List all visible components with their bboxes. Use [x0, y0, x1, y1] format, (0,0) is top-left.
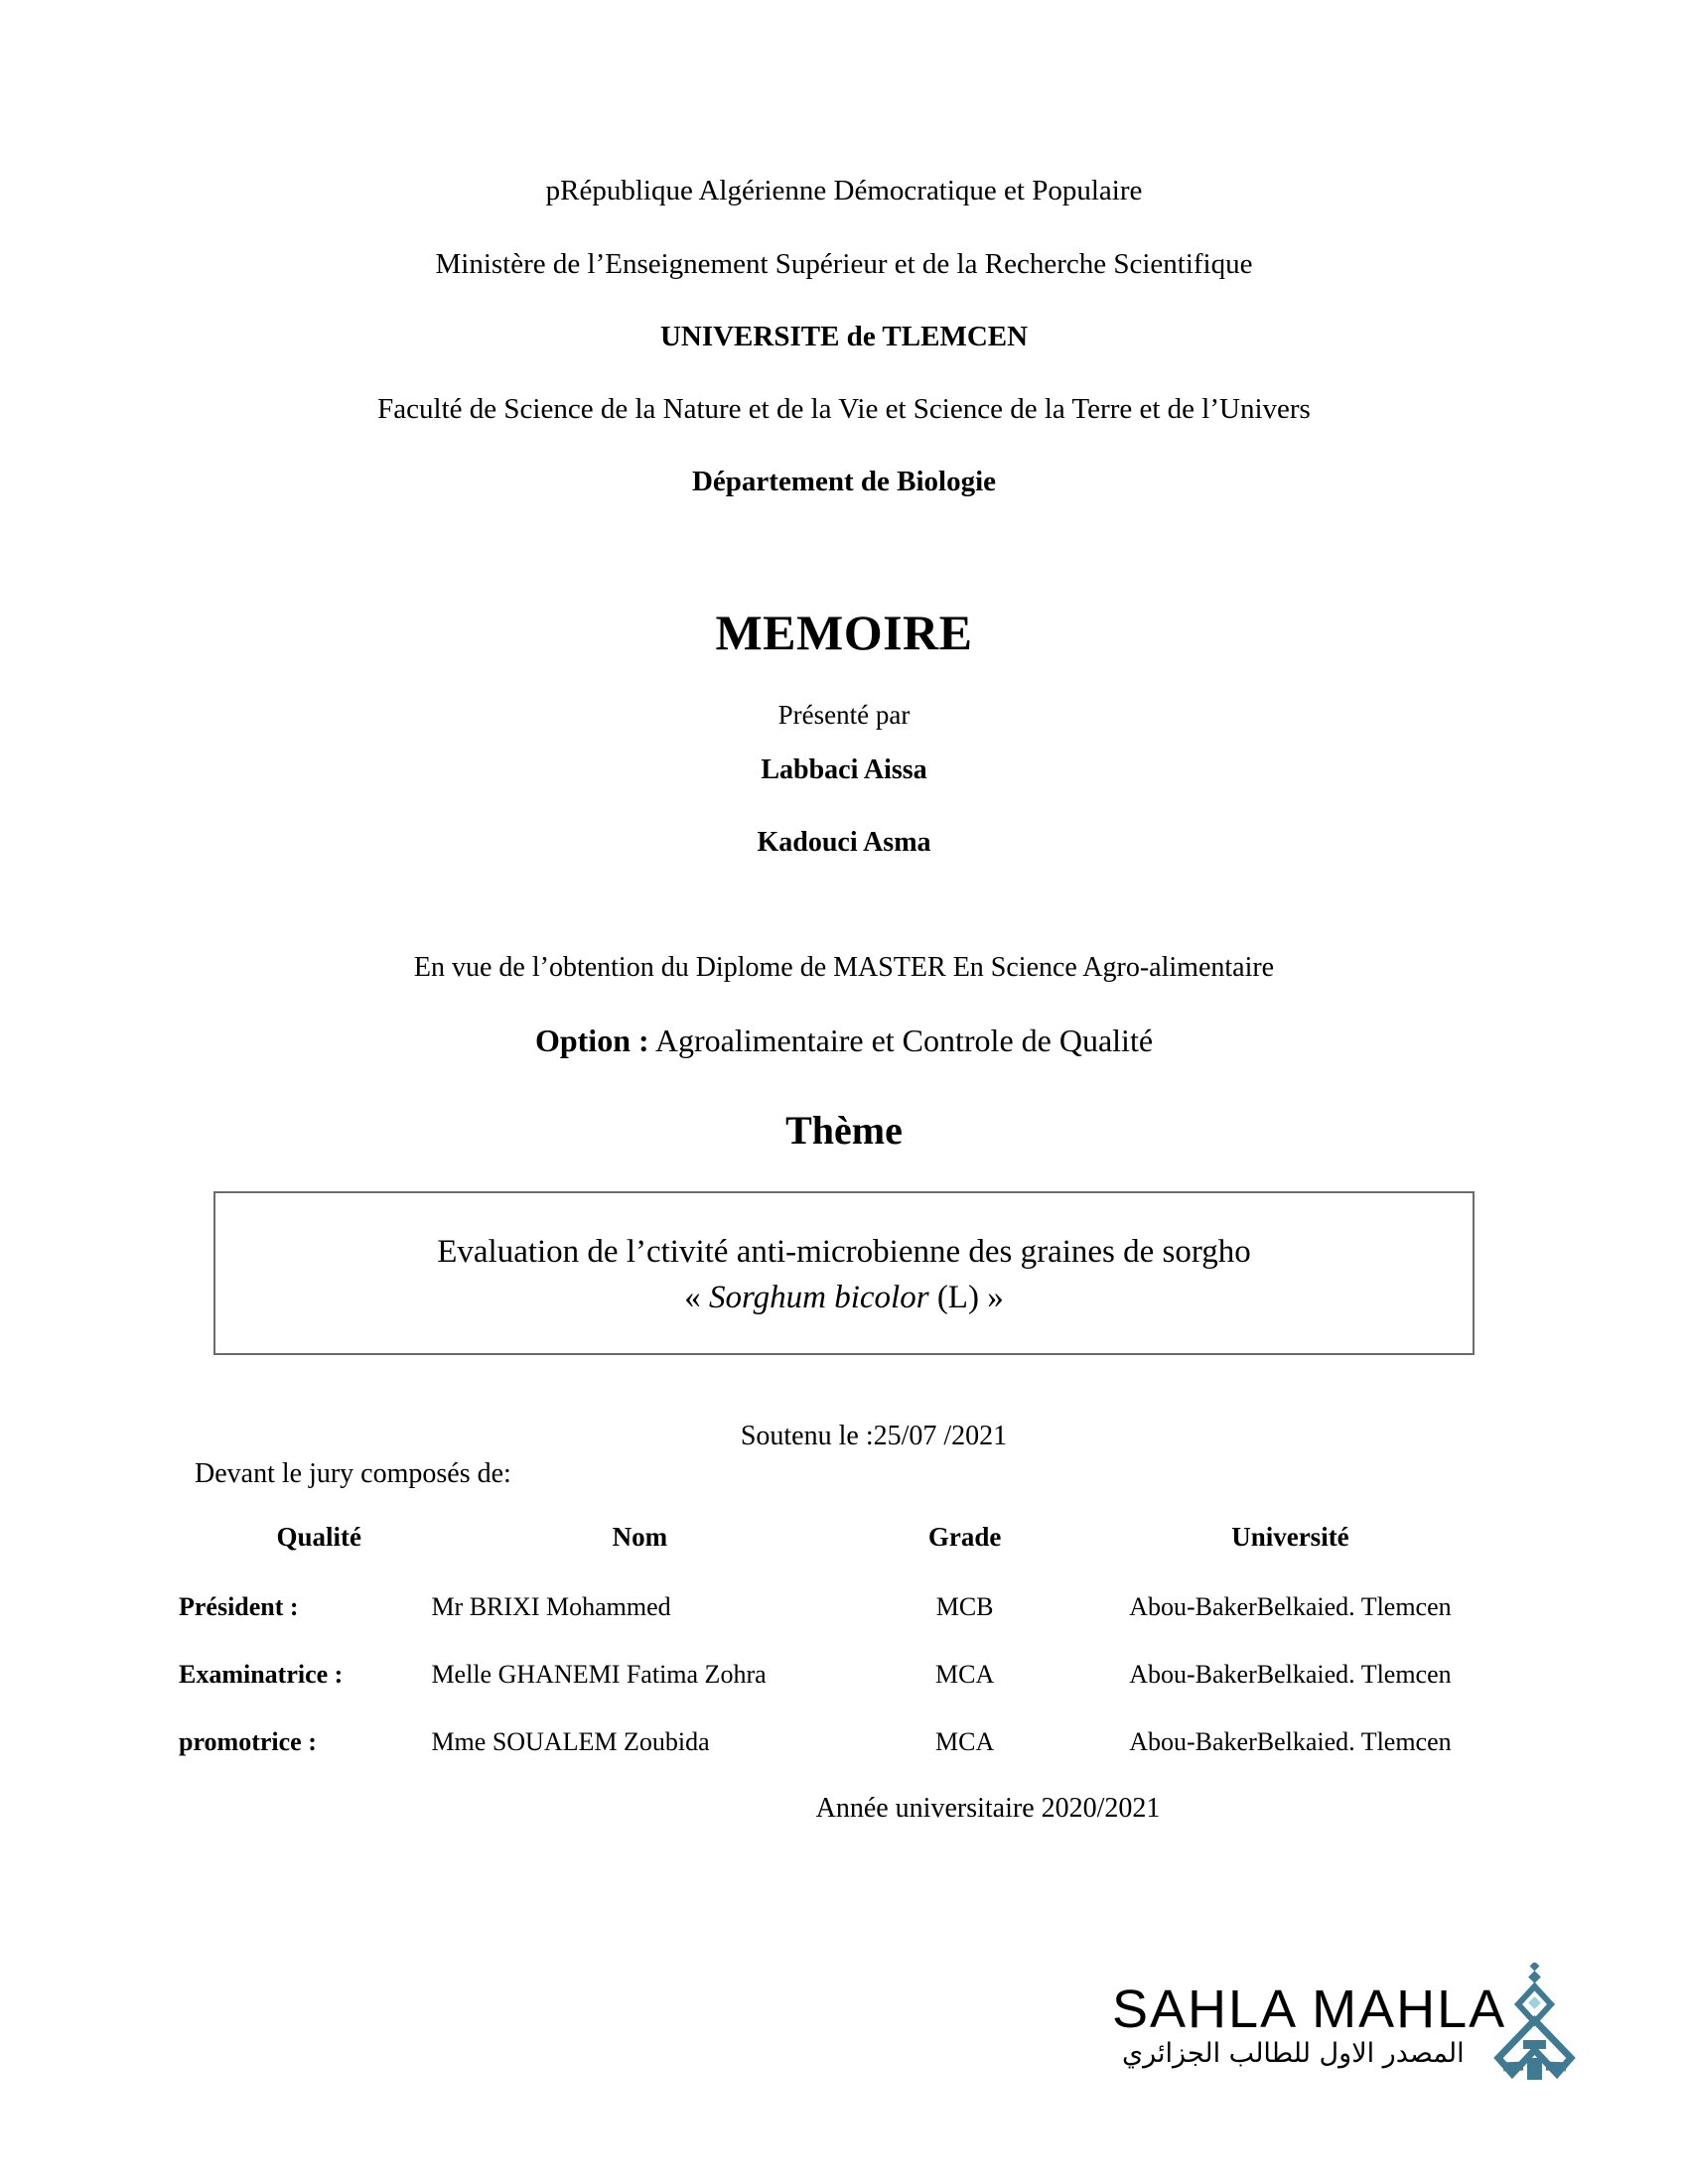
logo-arabic-tagline: المصدر الاول للطالب الجزائري — [1122, 2038, 1465, 2069]
jury-qualite: promotrice : — [179, 1727, 317, 1756]
memoire-title: MEMOIRE — [715, 605, 973, 660]
jury-col-universite: Université — [1231, 1522, 1349, 1552]
jury-grade: MCA — [935, 1727, 995, 1756]
theme-line-2 — [215, 1277, 1473, 1320]
theme-species-italic: Sorghum bicolor — [709, 1279, 929, 1315]
jury-col-grade: Grade — [927, 1522, 1002, 1552]
theme-box — [213, 1191, 1475, 1355]
ministry-line: Ministère de l’Enseignement Supérieur et de la Recherche Scientifique — [435, 248, 1253, 280]
jury-nom: Melle GHANEMI Fatima Zohra — [431, 1660, 767, 1689]
option-value: Agroalimentaire et Controle de Qualité — [654, 1023, 1154, 1058]
diploma-purpose-line: En vue de l’obtention du Diplome de MASTER En Science Agro-alimentaire — [413, 952, 1275, 983]
logo-wordmark: SAHLA MAHLA — [1112, 1979, 1507, 2039]
sahla-mahla-logo — [1112, 1971, 1579, 2090]
jury-table — [179, 1522, 1499, 1795]
republic-line: pRépublique Algérienne Démocratique et Populaire — [545, 175, 1143, 206]
academic-year: Année universitaire 2020/2021 — [815, 1793, 1161, 1824]
defense-date: Soutenu le :25/07 /2021 — [740, 1421, 1008, 1451]
jury-nom: Mr BRIXI Mohammed — [431, 1592, 671, 1621]
presented-by-label: Présenté par — [777, 700, 911, 730]
jury-intro: Devant le jury composés de: — [195, 1458, 511, 1489]
jury-universite: Abou-BakerBelkaied. Tlemcen — [1129, 1727, 1452, 1756]
jury-grade: MCA — [935, 1660, 995, 1689]
theme-quote-close: (L) » — [928, 1279, 1004, 1315]
department-line: Département de Biologie — [691, 466, 997, 497]
faculty-line: Faculté de Science de la Nature et de la Vie et Science de la Terre et de l’Univers — [377, 393, 1311, 425]
institution-header — [0, 177, 1688, 496]
jury-col-nom: Nom — [612, 1522, 668, 1552]
theme-heading: Thème — [785, 1108, 903, 1153]
jury-universite: Abou-BakerBelkaied. Tlemcen — [1129, 1660, 1452, 1689]
author-name-1: Labbaci Aissa — [761, 754, 927, 785]
theme-line-1: Evaluation de l’ctivité anti-microbienne des graines de sorgho — [437, 1234, 1251, 1270]
jury-universite: Abou-BakerBelkaied. Tlemcen — [1129, 1592, 1452, 1621]
diamond-mark-icon — [1487, 1963, 1582, 2087]
table-row — [179, 1592, 1499, 1660]
jury-qualite: Président : — [179, 1592, 299, 1621]
university-line: UNIVERSITE de TLEMCEN — [659, 321, 1029, 352]
table-row — [179, 1727, 1499, 1795]
option-row — [0, 1023, 1688, 1059]
jury-col-qualite: Qualité — [276, 1522, 361, 1552]
jury-qualite: Examinatrice : — [179, 1660, 344, 1689]
option-label: Option : — [534, 1023, 649, 1058]
author-name-2: Kadouci Asma — [757, 827, 931, 858]
jury-grade: MCB — [935, 1592, 994, 1621]
jury-nom: Mme SOUALEM Zoubida — [431, 1727, 710, 1756]
jury-header-row — [179, 1522, 1499, 1592]
table-row — [179, 1660, 1499, 1727]
theme-quote-open: « — [684, 1279, 710, 1315]
